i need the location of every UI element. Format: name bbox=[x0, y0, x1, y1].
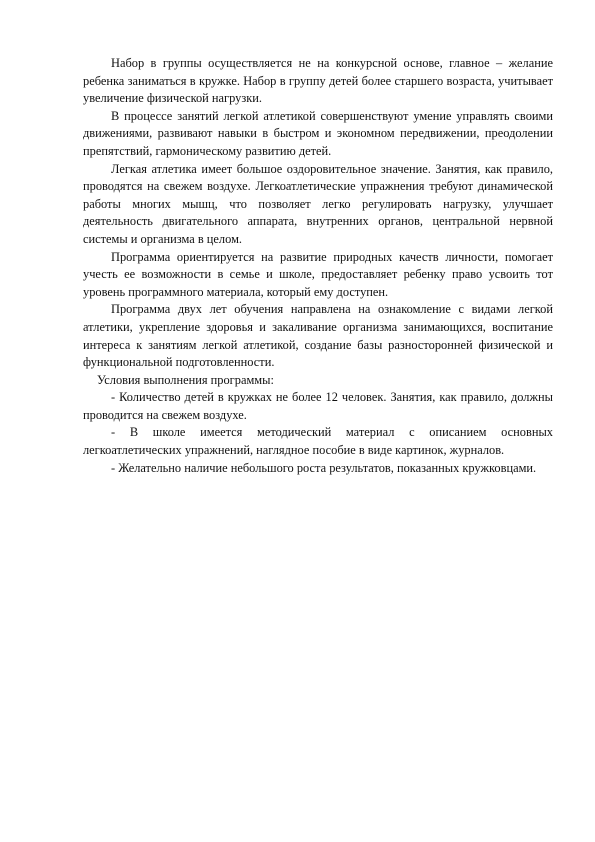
conditions-heading: Условия выполнения программы: bbox=[97, 372, 274, 387]
condition-item-results: - Желательно наличие небольшого роста результатов, показанных кружковцами. bbox=[111, 460, 537, 475]
paragraph-program-goals: Программа двух лет обучения направлена на ознакомление с видами легкой атлетики, укрепление здоровья и закаливание организма занимающихся, воспитание интереса к занятиям легкой атлетикой, создание базы разносторонней физической и функциональной подготовленности. bbox=[83, 302, 553, 370]
condition-item-materials: - В школе имеется методический материал с описанием основных легкоатлетических упражнений, наглядное пособие в виде картинок, журналов. bbox=[83, 425, 553, 458]
paragraph-enrollment: Набор в группы осуществляется не на конкурсной основе, главное – желание ребенка заниматься в кружке. Набор в группу детей более старшего возраста, учитывает увеличение физической нагрузки. bbox=[83, 56, 553, 106]
condition-item-group-size: - Количество детей в кружках не более 12 человек. Занятия, как правило, должны проводится на свежем воздухе. bbox=[83, 390, 553, 422]
paragraph-skills: В процессе занятий легкой атлетикой совершенствуют умение управлять своими движениями, развивают навыки в быстром и экономном передвижении, преодолении препятствий, гармоническому развитию детей. bbox=[83, 108, 553, 158]
document-page bbox=[83, 55, 553, 477]
paragraph-program-orientation: Программа ориентируется на развитие природных качеств личности, помогает учесть ее возможности в семье и школе, предоставляет ребенку право усвоить тот уровень программного материала, который ему доступен. bbox=[83, 249, 553, 299]
paragraph-health-value: Легкая атлетика имеет большое оздоровительное значение. Занятия, как правило, проводятся на свежем воздухе. Легкоатлетические упражнения требуют динамической работы многих мышц, что позволяет легко регулировать нагрузку, улучшает деятельность двигательного аппарата, внутренних органов, центральной нервной системы и организма в целом. bbox=[83, 161, 553, 246]
